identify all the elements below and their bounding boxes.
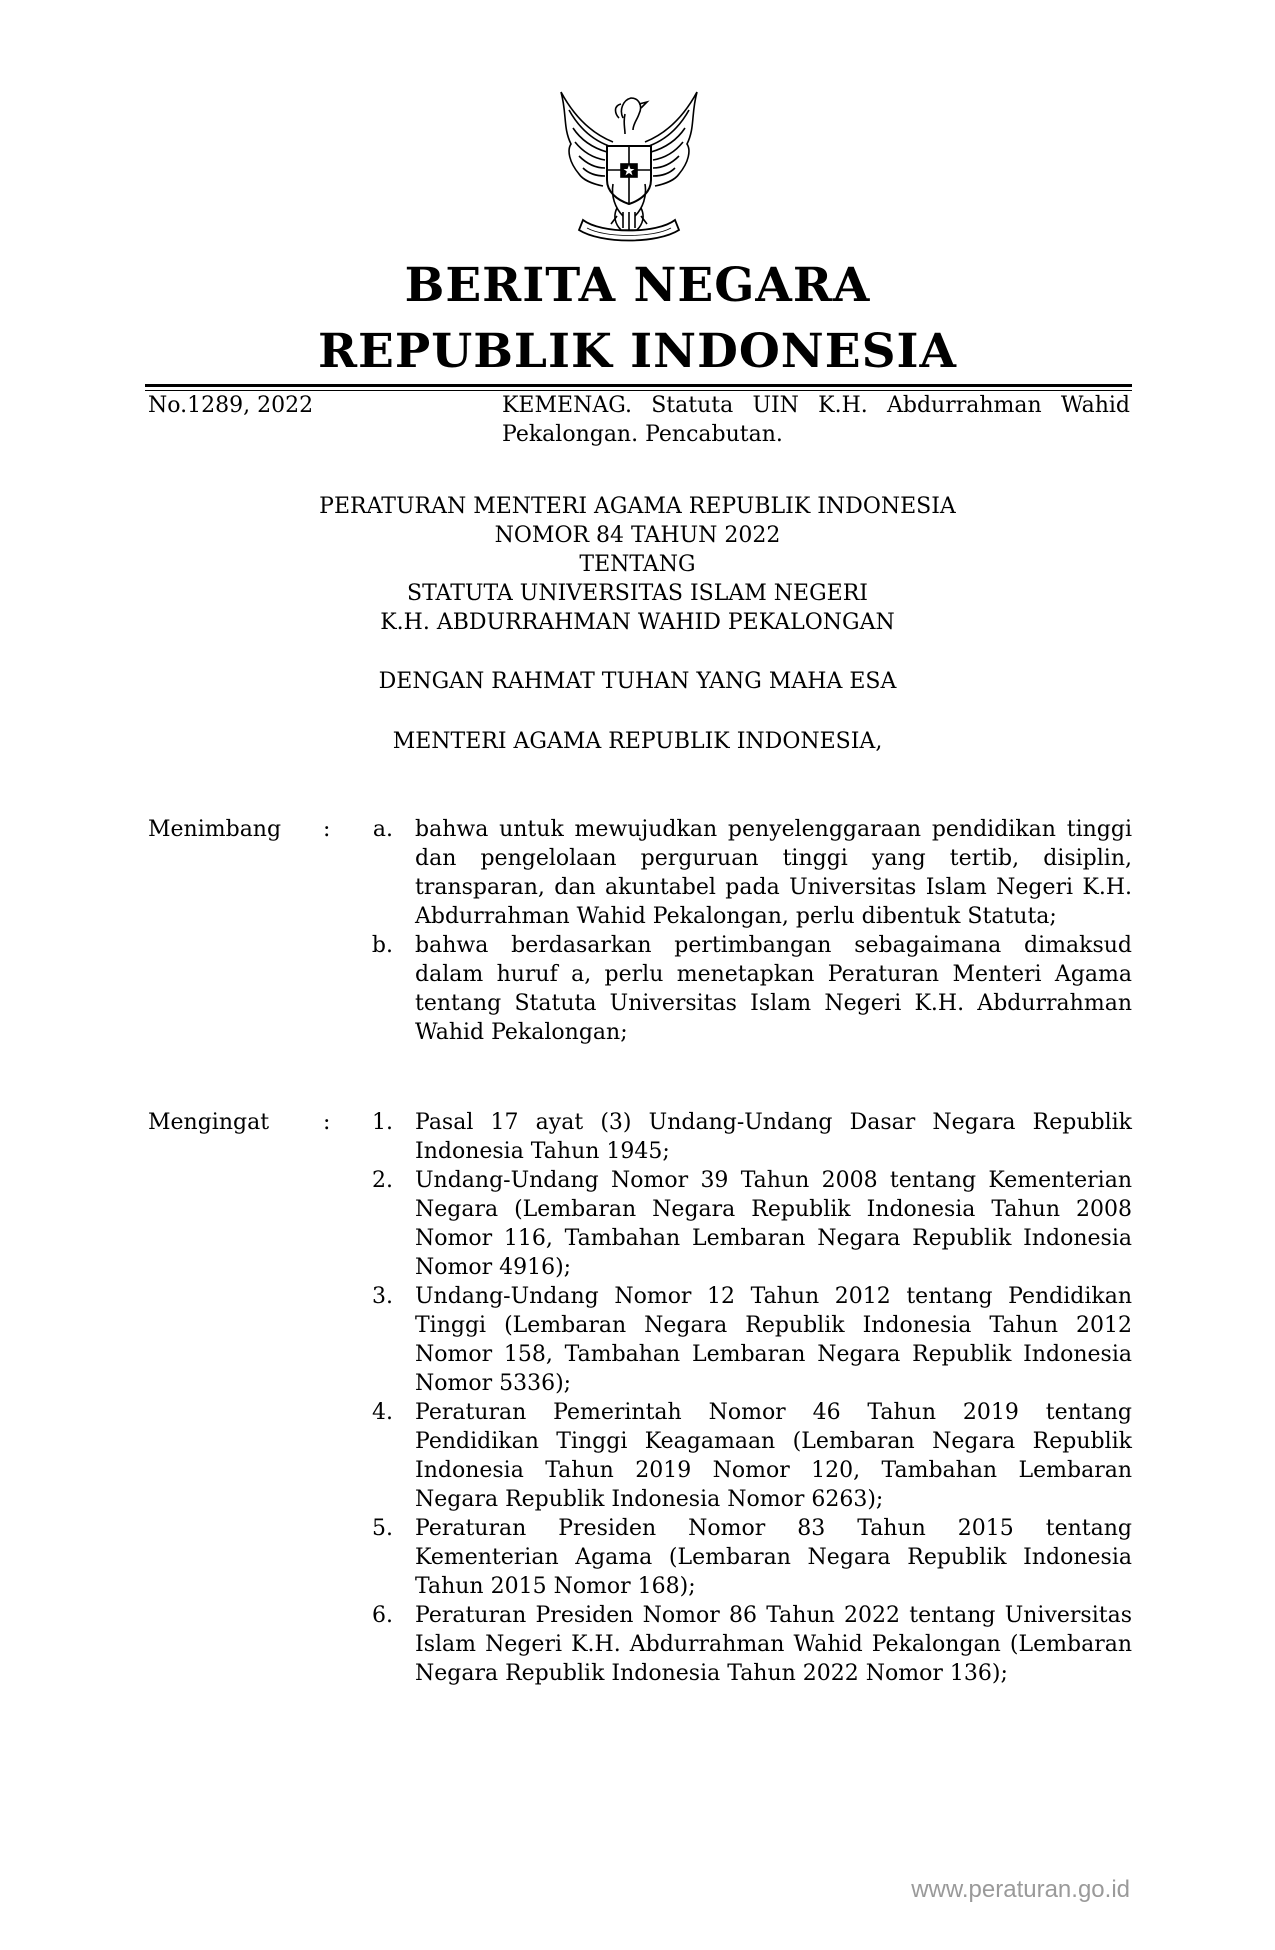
item-marker: 5. bbox=[372, 1516, 393, 1541]
website-watermark[interactable]: www.peraturan.go.id bbox=[911, 1876, 1130, 1903]
section-label: Mengingat bbox=[148, 1110, 270, 1135]
item-marker: 3. bbox=[372, 1284, 393, 1309]
list-item bbox=[148, 815, 1132, 931]
item-text: bahwa untuk mewujudkan penyelenggaraan pendidikan tinggi dan pengelolaan perguruan tinggi yang tertib, disiplin, transparan, dan akuntabel pada Universitas Islam Negeri K.H. Abdurrahman Wahid Pekalongan, perlu dibentuk Statuta; bbox=[415, 817, 1132, 929]
item-text: Peraturan Presiden Nomor 86 Tahun 2022 tentang Universitas Islam Negeri K.H. Abdurrahman Wahid Pekalongan (Lembaran Negara Republik Indonesia Tahun 2022 Nomor 136); bbox=[415, 1603, 1132, 1686]
list-item bbox=[148, 1166, 1132, 1282]
regulation-number: NOMOR 84 TAHUN 2022 bbox=[494, 523, 781, 548]
regulation-title: PERATURAN MENTERI AGAMA REPUBLIK INDONESIA bbox=[319, 494, 956, 519]
item-marker: 6. bbox=[372, 1603, 393, 1628]
masthead-divider bbox=[145, 384, 1132, 387]
document-subject: KEMENAG. Statuta UIN K.H. Abdurrahman Wahid Pekalongan. Pencabutan. bbox=[502, 393, 1130, 447]
list-item bbox=[148, 1282, 1132, 1398]
garuda-pancasila-emblem-icon bbox=[553, 84, 705, 246]
list-item bbox=[148, 1108, 1132, 1166]
list-item bbox=[148, 931, 1132, 1047]
item-marker: a. bbox=[372, 817, 393, 842]
minister-title: MENTERI AGAMA REPUBLIK INDONESIA, bbox=[392, 729, 883, 754]
document-number: No.1289, 2022 bbox=[148, 393, 314, 418]
list-item bbox=[148, 1398, 1132, 1514]
item-marker: b. bbox=[371, 933, 393, 958]
blessing-phrase: DENGAN RAHMAT TUHAN YANG MAHA ESA bbox=[378, 669, 897, 694]
item-marker: 1. bbox=[372, 1110, 393, 1135]
masthead-subtitle: REPUBLIK INDONESIA bbox=[317, 324, 957, 379]
regulation-subject-line1: STATUTA UNIVERSITAS ISLAM NEGERI bbox=[407, 581, 868, 606]
item-text: Undang-Undang Nomor 12 Tahun 2012 tentang Pendidikan Tinggi (Lembaran Negara Republik Indonesia Tahun 2012 Nomor 158, Tambahan Lembaran Negara Republik Indonesia Nomor 5336); bbox=[415, 1284, 1132, 1396]
item-marker: 4. bbox=[372, 1400, 393, 1425]
section-label: Menimbang bbox=[148, 817, 282, 842]
item-text: Undang-Undang Nomor 39 Tahun 2008 tentang Kementerian Negara (Lembaran Negara Republik Indonesia Tahun 2008 Nomor 116, Tambahan Lembaran Negara Republik Indonesia Nomor 4916); bbox=[415, 1168, 1132, 1280]
item-text: Peraturan Presiden Nomor 83 Tahun 2015 tentang Kementerian Agama (Lembaran Negara Republik Indonesia Tahun 2015 Nomor 168); bbox=[415, 1516, 1132, 1599]
masthead-title: BERITA NEGARA bbox=[404, 258, 871, 313]
item-text: bahwa berdasarkan pertimbangan sebagaimana dimaksud dalam huruf a, perlu menetapkan Peraturan Menteri Agama tentang Statuta Universitas Islam Negeri K.H. Abdurrahman Wahid Pekalongan; bbox=[415, 933, 1132, 1045]
menimbang-section bbox=[148, 815, 1132, 1047]
item-marker: 2. bbox=[372, 1168, 393, 1193]
item-text: Pasal 17 ayat (3) Undang-Undang Dasar Negara Republik Indonesia Tahun 1945; bbox=[415, 1110, 1132, 1164]
item-text: Peraturan Pemerintah Nomor 46 Tahun 2019 tentang Pendidikan Tinggi Keagamaan (Lembaran Negara Republik Indonesia Tahun 2019 Nomor 120, Tambahan Lembaran Negara Republik Indonesia Nomor 6263); bbox=[415, 1400, 1132, 1512]
regulation-about: TENTANG bbox=[579, 552, 696, 577]
mengingat-section bbox=[148, 1108, 1132, 1688]
list-item bbox=[148, 1601, 1132, 1688]
list-item bbox=[148, 1514, 1132, 1601]
section-colon: : bbox=[323, 1110, 331, 1135]
section-colon: : bbox=[323, 817, 331, 842]
regulation-subject-line2: K.H. ABDURRAHMAN WAHID PEKALONGAN bbox=[380, 610, 895, 635]
